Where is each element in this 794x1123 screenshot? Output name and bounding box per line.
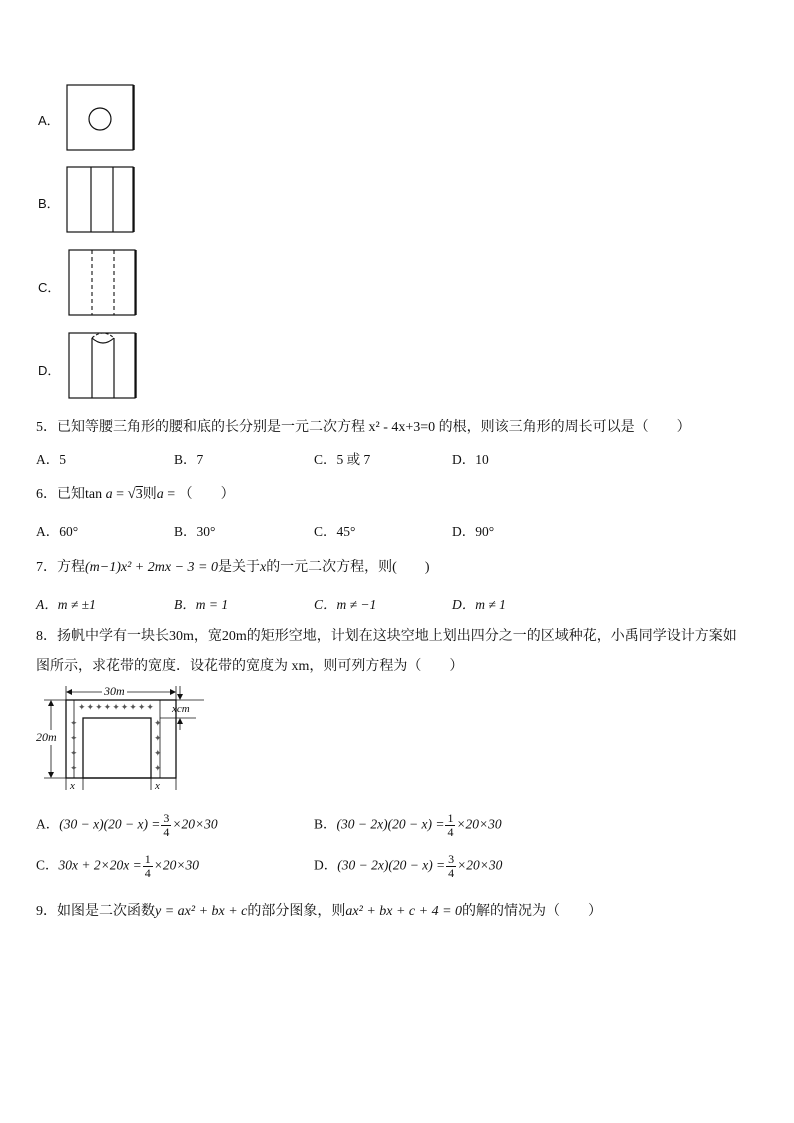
q8-figure bbox=[36, 684, 206, 796]
question-6-stem bbox=[36, 483, 235, 503]
figure-b-solid-lines bbox=[66, 166, 136, 234]
q8-flowers-left: ✦ ✦ ✦ ✦ bbox=[70, 718, 78, 773]
q6-number: 6．已知 bbox=[36, 487, 85, 502]
q9-equation: ax² + bx + c + 4 = 0 bbox=[345, 904, 463, 919]
q8-option-a: A．(30 − x)(20 − x) = $\frac{3}{4}$ ×20×30 bbox=[36, 811, 218, 839]
q8-label-x-right: x bbox=[155, 780, 160, 792]
q7-option-b: B．m = 1 bbox=[174, 597, 229, 612]
q6-alpha: a bbox=[156, 487, 164, 502]
q6-option-c: C．45° bbox=[314, 524, 356, 539]
q5-option-b: B．7 bbox=[174, 452, 204, 467]
question-8-line-1: 8．扬帆中学有一块长30m，宽20m的矩形空地，计划在这块空地上划出四分之一的区域种花，小禹同学设计方案如 bbox=[36, 629, 737, 644]
q6-option-a: A．60° bbox=[36, 524, 79, 539]
q7-var: x bbox=[259, 560, 267, 575]
figure-d-cylinder bbox=[66, 332, 138, 400]
q8-option-b: B．(30 − 2x)(20 − x) = $\frac{1}{4}$ ×20×30 bbox=[314, 811, 502, 839]
q9-number: 9．如图是二次函数 bbox=[36, 904, 155, 919]
option-c-label: C． bbox=[38, 280, 61, 295]
q5-option-a: A．5 bbox=[36, 452, 66, 467]
q9-tail: 的解的情况为（ ） bbox=[462, 904, 603, 919]
option-a-label: A． bbox=[38, 113, 60, 128]
q8-option-c: C．30x + 2×20x = $\frac{1}{4}$ ×20×30 bbox=[36, 852, 199, 880]
q6-expression: tan a = √3 bbox=[85, 486, 143, 502]
figure-a-square-circle bbox=[66, 84, 136, 152]
option-b-label: B． bbox=[38, 196, 60, 211]
option-d-label: D． bbox=[38, 363, 61, 378]
q8-label-20m: 20m bbox=[36, 730, 57, 744]
q7-mid: 是关于 bbox=[217, 560, 260, 575]
q7-option-c: C．m ≠ −1 bbox=[314, 597, 377, 612]
q7-option-d: D．m ≠ 1 bbox=[452, 597, 506, 612]
q7-number: 7．方程 bbox=[36, 560, 85, 575]
q8-label-x-left: x bbox=[70, 780, 75, 792]
question-9-stem bbox=[36, 900, 602, 920]
q8-option-d: D．(30 − 2x)(20 − x) = $\frac{3}{4}$ ×20×30 bbox=[314, 852, 503, 880]
question-7-stem bbox=[36, 556, 430, 576]
q8-label-30m: 30m bbox=[104, 684, 125, 698]
q8-flowers-right: ✦ ✦ ✦ ✦ bbox=[154, 718, 162, 773]
q5-option-d: D．10 bbox=[452, 452, 489, 467]
question-8-line-2: 图所示，求花带的宽度．设花带的宽度为 xm，则可列方程为（ ） bbox=[36, 659, 464, 674]
q8-label-xcm: xcm bbox=[172, 703, 190, 715]
figure-c-dashed-lines bbox=[66, 249, 138, 317]
q5-option-c: C．5 或 7 bbox=[314, 452, 371, 467]
q7-option-a: A．m ≠ ±1 bbox=[36, 597, 96, 612]
q7-tail: 的一元二次方程，则( ) bbox=[266, 560, 430, 575]
q9-mid: 的部分图象，则 bbox=[247, 904, 346, 919]
q9-function: y = ax² + bx + c bbox=[155, 904, 248, 919]
question-5-stem: 5．已知等腰三角形的腰和底的长分别是一元二次方程 x² - 4x+3=0 的根，则该三角形的周长可以是（ ） bbox=[36, 420, 691, 435]
q7-equation: (m−1)x² + 2mx − 3 = 0 bbox=[85, 560, 218, 575]
q6-then: 则 bbox=[142, 487, 157, 502]
q6-tail: = （ ） bbox=[163, 487, 235, 502]
q6-option-d: D．90° bbox=[452, 524, 495, 539]
q8-flowers-top: ✦✦✦✦✦✦✦✦✦ bbox=[78, 702, 155, 712]
q8-figure-lines bbox=[36, 684, 206, 796]
q6-option-b: B．30° bbox=[174, 524, 216, 539]
